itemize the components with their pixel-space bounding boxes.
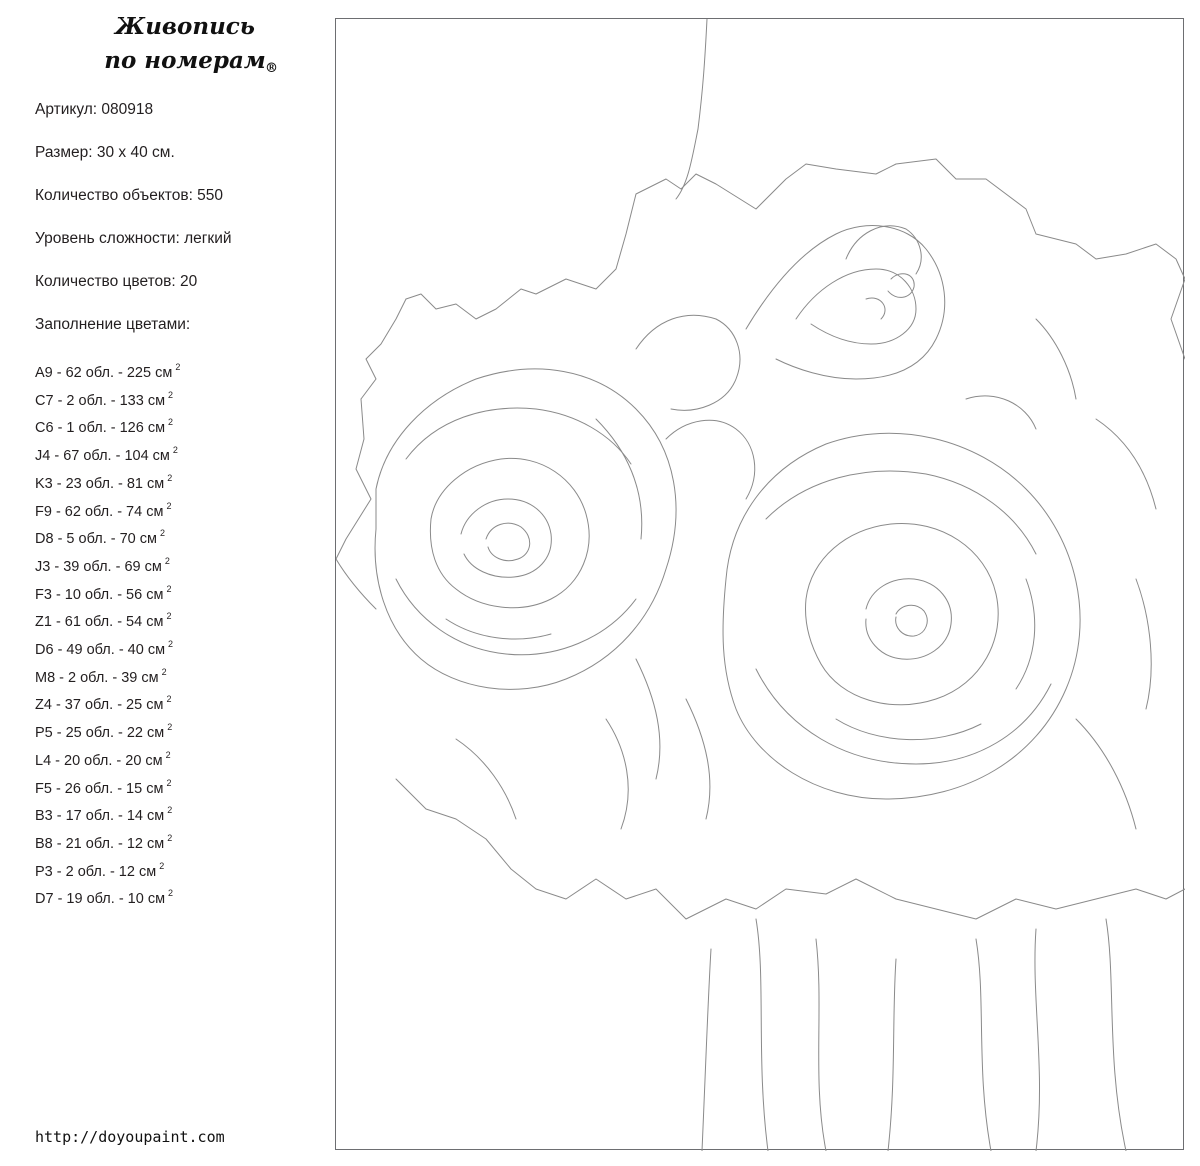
square-superscript: 2 [166, 500, 172, 511]
vase-outline [976, 939, 991, 1151]
petal-outline [1036, 319, 1076, 399]
bouquet-outline [396, 779, 1185, 919]
square-superscript: 2 [165, 749, 171, 760]
left-rose [596, 419, 642, 539]
color-fill-text: Z1 - 61 обл. - 54 см [35, 614, 164, 631]
color-count: Количество цветов: 20 [35, 273, 198, 290]
petal-outline [456, 739, 516, 819]
right-rose [766, 471, 1036, 554]
brand-line-2: по номерам [104, 47, 266, 74]
color-fill-text: P5 - 25 обл. - 22 см [35, 725, 165, 742]
roses-outline-drawing [336, 19, 1185, 1151]
bouquet-outline [406, 159, 1185, 319]
left-rose [486, 523, 530, 560]
color-fill-item [35, 856, 180, 884]
color-fill-text: C7 - 2 обл. - 133 см [35, 392, 166, 409]
petal-outline [966, 396, 1036, 429]
website-url[interactable]: http://doyoupaint.com [35, 1128, 225, 1146]
brand-line-1: Живопись [115, 13, 255, 40]
color-fill-item [35, 828, 180, 856]
article-number: Артикул: 080918 [35, 101, 154, 118]
registered-mark: ® [265, 61, 278, 76]
right-rose [866, 579, 952, 659]
right-rose [806, 523, 999, 704]
petal-outline [666, 420, 755, 499]
left-rose [406, 408, 631, 464]
vase-outline [756, 919, 768, 1151]
petal-outline [686, 699, 710, 819]
petal-outline [606, 719, 628, 829]
color-fill-item [35, 440, 180, 468]
square-superscript: 2 [159, 860, 165, 871]
color-fill-item [35, 468, 180, 496]
object-count: Количество объектов: 550 [35, 187, 224, 204]
square-superscript: 2 [168, 417, 174, 428]
color-fill-text: B8 - 21 обл. - 12 см [35, 835, 165, 852]
color-fill-text: P3 - 2 обл. - 12 см [35, 863, 157, 880]
color-fill-text: D7 - 19 обл. - 10 см [35, 891, 166, 908]
left-rose [461, 499, 551, 577]
color-fill-item [35, 357, 180, 385]
color-fill-item [35, 717, 180, 745]
color-fill-item [35, 606, 180, 634]
color-fill-item [35, 496, 180, 524]
square-superscript: 2 [175, 362, 181, 372]
color-fill-text: J4 - 67 обл. - 104 см [35, 448, 170, 465]
background-outline [676, 19, 707, 199]
square-superscript: 2 [161, 666, 167, 677]
background-outline [336, 559, 376, 609]
vase-outline [702, 949, 711, 1151]
color-fill-item [35, 579, 180, 607]
square-superscript: 2 [168, 888, 174, 899]
color-fill-text: F3 - 10 обл. - 56 см [35, 586, 164, 603]
color-fill-item [35, 634, 180, 662]
square-superscript: 2 [167, 472, 173, 483]
color-fill-text: L4 - 20 обл. - 20 см [35, 752, 163, 769]
color-fill-text: F5 - 26 обл. - 15 см [35, 780, 164, 797]
square-superscript: 2 [168, 639, 174, 650]
top-rose [796, 269, 916, 344]
petal-outline [636, 315, 740, 410]
square-superscript: 2 [159, 528, 165, 539]
color-fill-text: J3 - 39 обл. - 69 см [35, 558, 162, 575]
bouquet-outline [1171, 279, 1185, 359]
left-rose [396, 579, 636, 655]
left-rose [375, 369, 676, 689]
petal-outline [1136, 579, 1151, 709]
color-fill-item [35, 883, 180, 911]
color-fill-text: F9 - 62 обл. - 74 см [35, 503, 164, 520]
right-rose [723, 433, 1080, 799]
square-superscript: 2 [167, 722, 173, 733]
vase-outline [1106, 919, 1126, 1151]
color-fill-item [35, 523, 180, 551]
top-rose [846, 226, 921, 274]
square-superscript: 2 [166, 583, 172, 594]
square-superscript: 2 [166, 611, 172, 622]
color-fill-item [35, 689, 180, 717]
color-fill-text: C6 - 1 обл. - 126 см [35, 420, 166, 437]
color-fill-text: M8 - 2 обл. - 39 см [35, 669, 159, 686]
color-fill-text: D6 - 49 обл. - 40 см [35, 642, 166, 659]
difficulty-level: Уровень сложности: легкий [35, 230, 232, 247]
color-fill-list [35, 357, 180, 911]
size: Размер: 30 х 40 см. [35, 144, 175, 161]
color-fill-text: Z4 - 37 обл. - 25 см [35, 697, 164, 714]
color-fill-heading: Заполнение цветами: [35, 316, 191, 333]
petal-outline [1076, 719, 1136, 829]
color-fill-item [35, 551, 180, 579]
color-fill-item [35, 385, 180, 413]
square-superscript: 2 [166, 777, 172, 788]
color-fill-text: B3 - 17 обл. - 14 см [35, 808, 165, 825]
color-fill-item [35, 412, 180, 440]
right-rose [756, 669, 1051, 764]
right-rose [1016, 579, 1035, 689]
product-info [35, 99, 232, 357]
color-fill-item [35, 662, 180, 690]
square-superscript: 2 [167, 832, 173, 843]
brand-logo [60, 10, 310, 78]
square-superscript: 2 [164, 555, 170, 566]
square-superscript: 2 [172, 445, 178, 456]
left-rose [430, 458, 589, 607]
color-fill-item [35, 800, 180, 828]
vase-outline [1035, 929, 1040, 1151]
color-fill-text: K3 - 23 обл. - 81 см [35, 475, 165, 492]
top-rose [746, 226, 945, 379]
petal-outline [636, 659, 660, 779]
color-fill-text: D8 - 5 обл. - 70 см [35, 531, 157, 548]
coloring-canvas [335, 18, 1184, 1150]
bouquet-outline [336, 399, 371, 559]
square-superscript: 2 [166, 694, 172, 705]
top-rose [866, 298, 885, 319]
vase-outline [888, 959, 896, 1151]
petal-outline [1096, 419, 1156, 509]
color-fill-item [35, 773, 180, 801]
color-fill-item [35, 745, 180, 773]
right-rose [896, 605, 928, 636]
right-rose [836, 719, 981, 740]
square-superscript: 2 [167, 805, 173, 816]
square-superscript: 2 [168, 389, 174, 400]
color-fill-text: A9 - 62 обл. - 225 см [35, 365, 173, 381]
left-rose [446, 619, 551, 639]
bouquet-outline [361, 299, 406, 399]
vase-outline [816, 939, 826, 1151]
